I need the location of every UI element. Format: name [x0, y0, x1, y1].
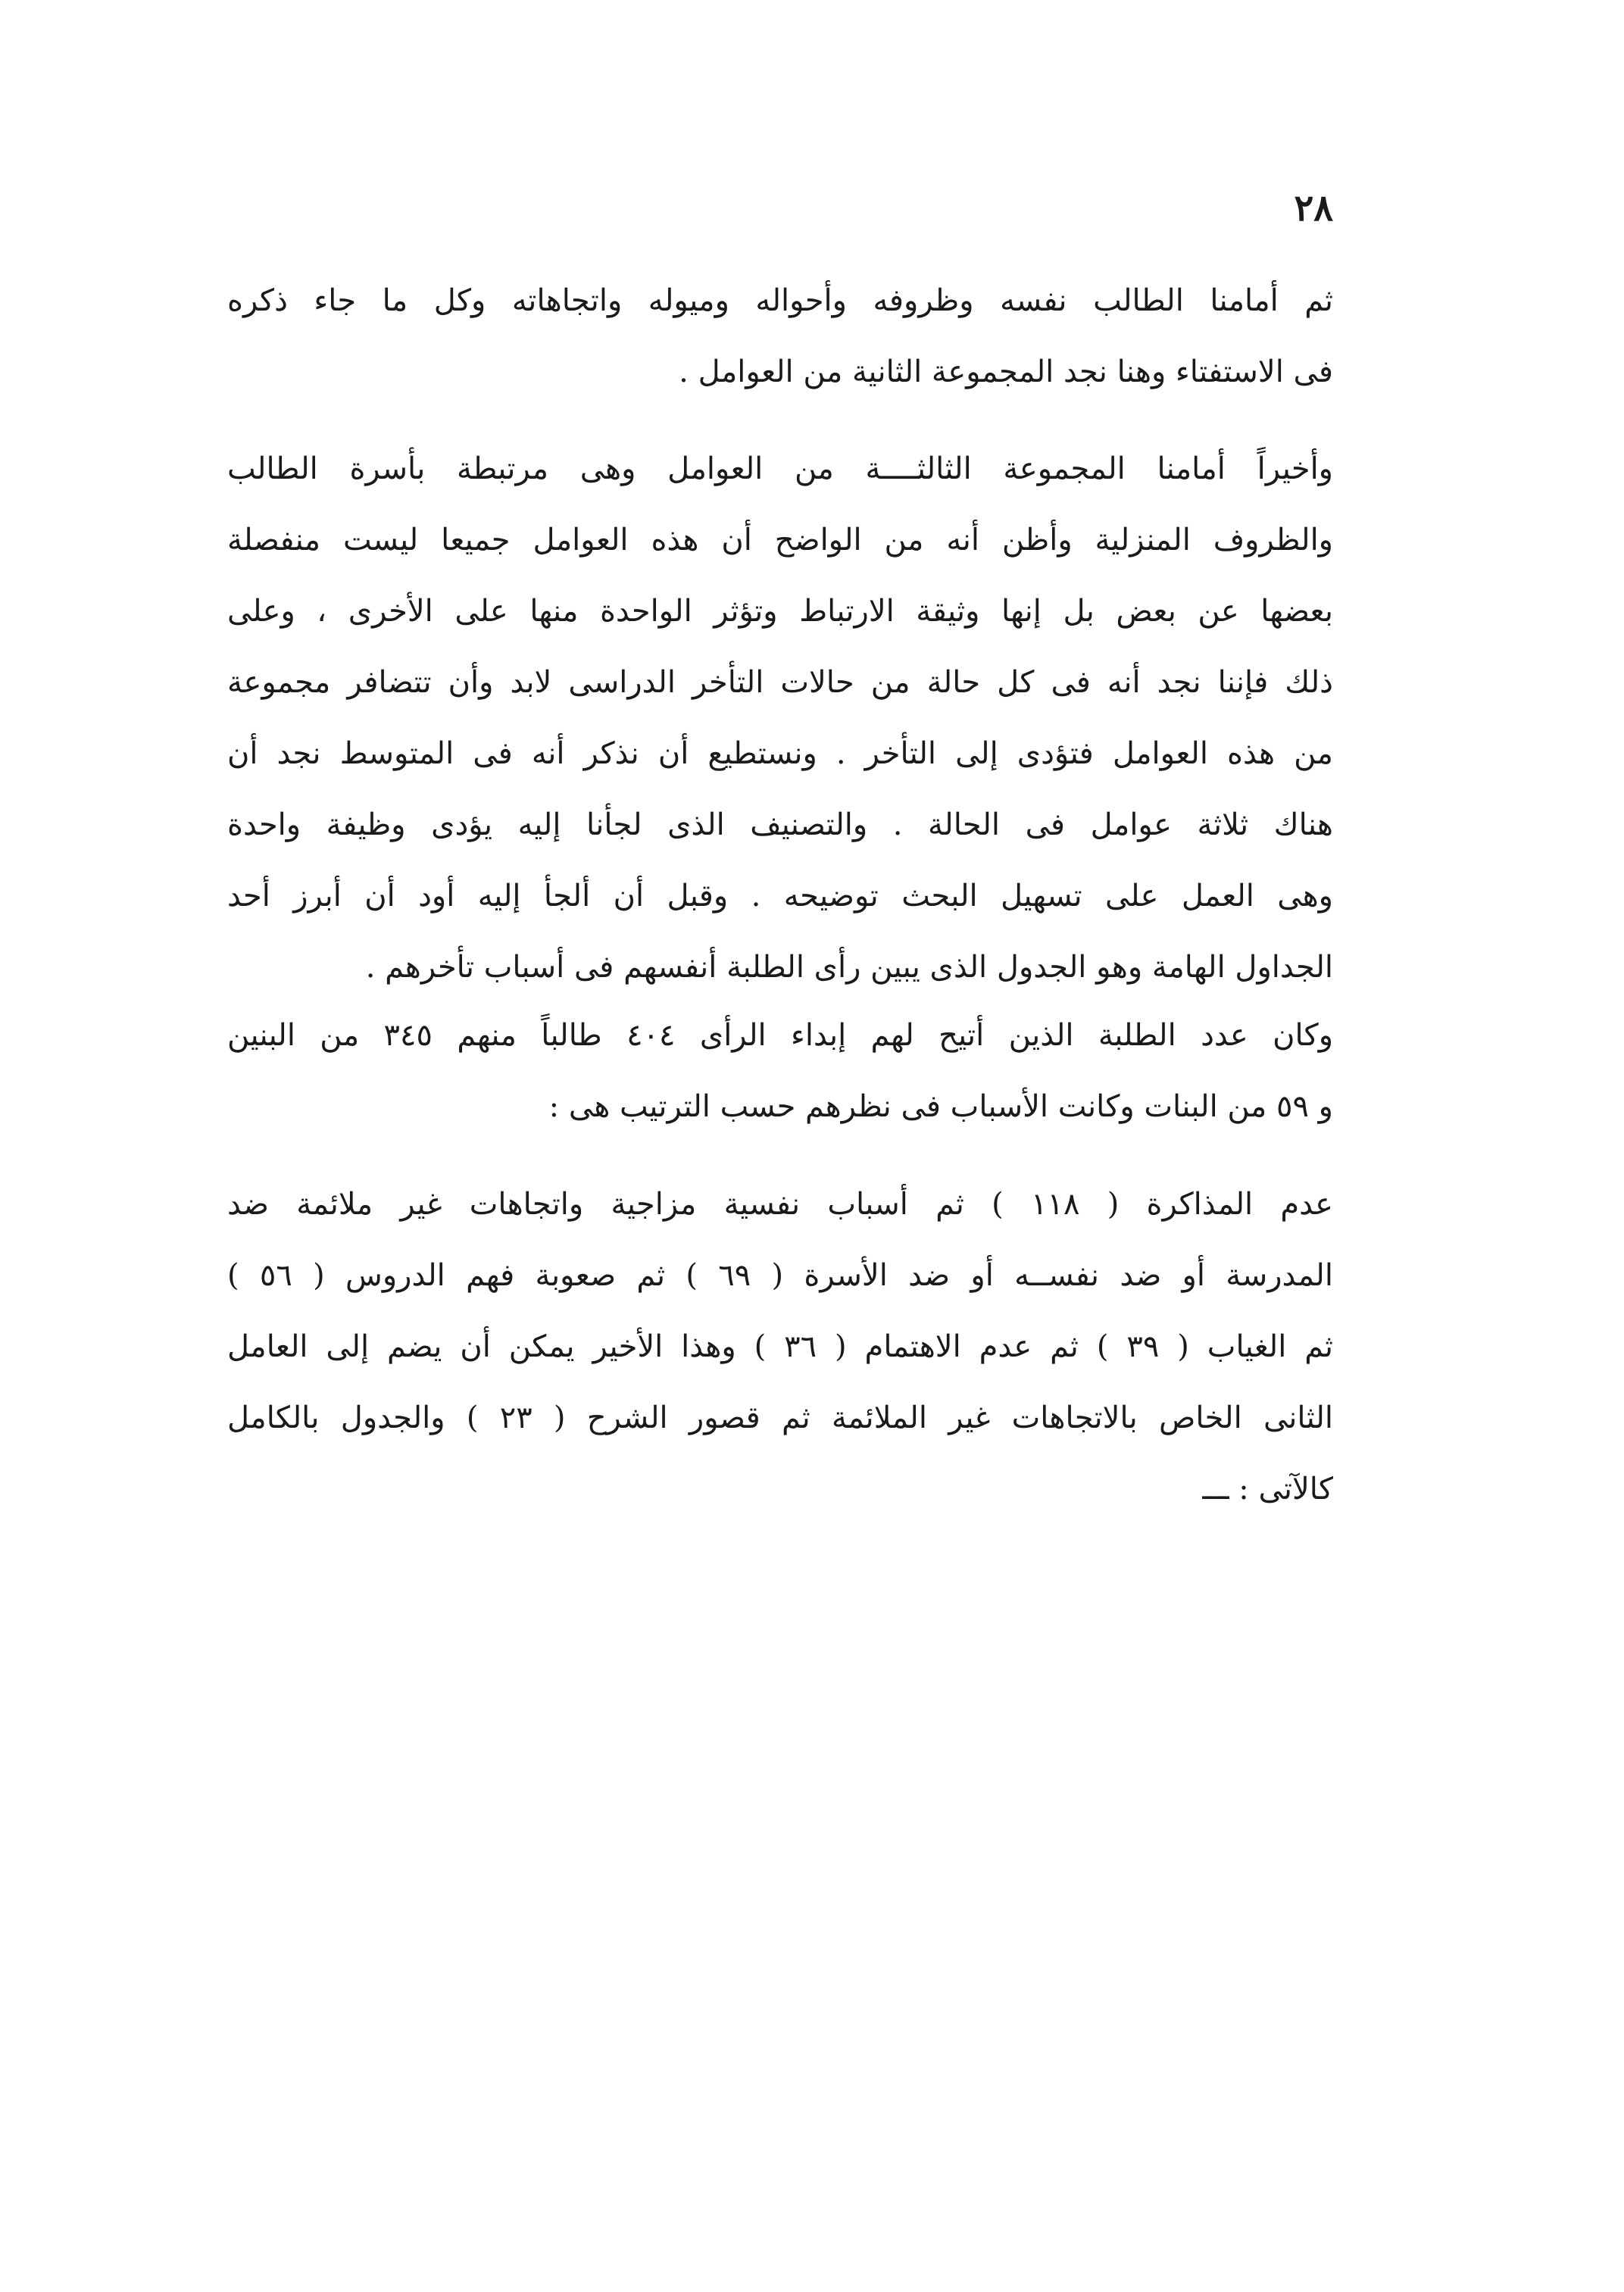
text-line: ثم أمامنا الطالب نفسه وظروفه وأحواله وميوله واتجاهاته وكل ما جاء ذكره [227, 283, 1333, 318]
text-line: كالآتى : ـــ [1202, 1472, 1333, 1507]
paragraph-4 [227, 1169, 1333, 1525]
text-line: والظروف المنزلية وأظن أنه من الواضح أن هذه العوامل جميعا ليست منفصلة [227, 523, 1333, 557]
text-line: بعضها عن بعض بل إنها وثيقة الارتباط وتؤثر الواحدة منها على الأخرى ، وعلى [227, 594, 1333, 629]
text-line: ثم الغياب ( ٣٩ ) ثم عدم الاهتمام ( ٣٦ ) وهذا الأخير يمكن أن يضم إلى العامل [227, 1329, 1333, 1364]
page-number: ٢٨ [1294, 187, 1333, 230]
text-line: و ٥٩ من البنات وكانت الأسباب فى نظرهم حسب الترتيب هى : [548, 1089, 1333, 1124]
paragraph-1 [227, 265, 1333, 408]
text-line: عدم المذاكرة ( ١١٨ ) ثم أسباب نفسية مزاجية واتجاهات غير ملائمة ضد [227, 1187, 1334, 1222]
text-line: هناك ثلاثة عوامل فى الحالة . والتصنيف الذى لجأنا إليه يؤدى وظيفة واحدة [227, 807, 1333, 842]
text-line: وكان عدد الطلبة الذين أتيح لهم إبداء الرأى ٤٠٤ طالباً منهم ٣٤٥ من البنين [227, 1018, 1334, 1053]
text-line: المدرسة أو ضد نفســه أو ضد الأسرة ( ٦٩ ) ثم صعوبة فهم الدروس ( ٥٦ ) [227, 1258, 1333, 1293]
text-line: فى الاستفتاء وهنا نجد المجموعة الثانية من العوامل . [679, 354, 1333, 389]
text-line: الثانى الخاص بالاتجاهات غير الملائمة ثم قصور الشرح ( ٢٣ ) والجدول بالكامل [227, 1400, 1333, 1435]
paragraph-3 [227, 1000, 1333, 1142]
text-line: من هذه العوامل فتؤدى إلى التأخر . ونستطيع أن نذكر أنه فى المتوسط نجد أن [227, 736, 1333, 771]
paragraph-2 [227, 433, 1333, 1003]
text-line: ذلك فإننا نجد أنه فى كل حالة من حالات التأخر الدراسى لابد وأن تتضافر مجموعة [227, 665, 1333, 700]
text-line: الجداول الهامة وهو الجدول الذى يبين رأى الطلبة أنفسهم فى أسباب تأخرهم . [365, 950, 1333, 985]
text-line: وهى العمل على تسهيل البحث توضيحه . وقبل أن ألجأ إليه أود أن أبرز أحد [227, 879, 1333, 913]
text-line: وأخيراً أمامنا المجموعة الثالثــــة من العوامل وهى مرتبطة بأسرة الطالب [227, 451, 1333, 486]
